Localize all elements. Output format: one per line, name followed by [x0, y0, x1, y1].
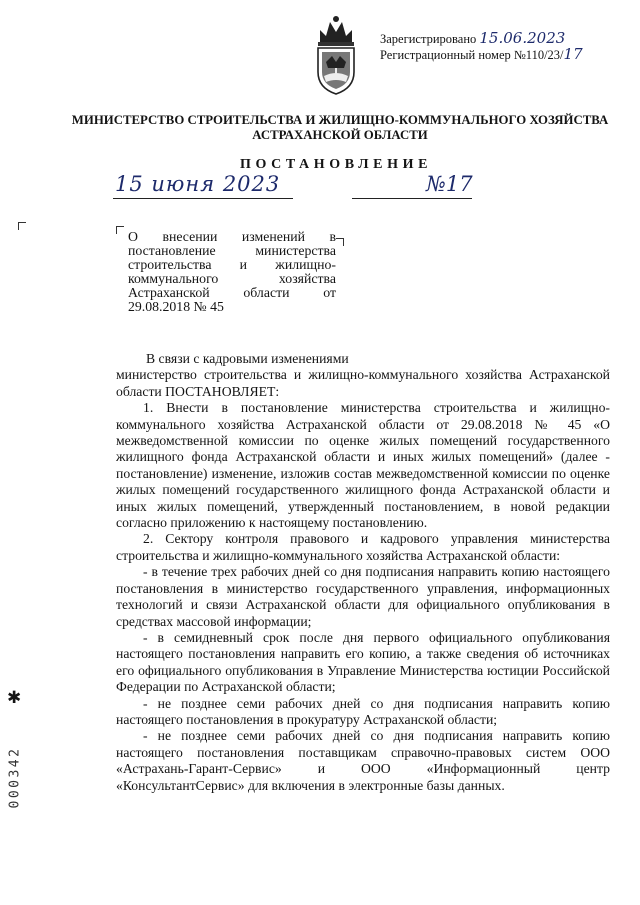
intro-continuation: министерство строительства и жилищно-коммунального хозяйства Астраханской области ПОСТАНОВЛЯЕТ: [116, 367, 610, 399]
item-2-paragraph: 2. Сектору контроля правового и кадрового управления министерства строительства и жилищно-коммунального хозяйства Астраханской области: [116, 531, 610, 563]
document-body [116, 351, 610, 794]
registration-number-line [380, 46, 583, 63]
subject-line: О внесении изменений в [128, 229, 336, 244]
subject-line: Астраханской области от [128, 285, 336, 300]
subitem-paragraph: - не позднее семи рабочих дней со дня подписания направить копию настоящего постановления поставщикам справочно-правовых систем ООО «Астрахань-Гарант-Сервис» и ООО «Информационный центр «КонсультантСервис» для включения в электронные базы данных. [116, 728, 610, 793]
subitem-paragraph: - в семидневный срок после дня первого официального опубликования настоящего постановления направить его копию, а также сведения об источниках его официального опубликования в Управление Министерства юстиции Российской Федерации по Астраханской области; [116, 629, 610, 695]
registered-label: Зарегистрировано [380, 32, 477, 46]
registration-line [380, 30, 565, 47]
registered-date: 15.06.2023 [479, 29, 566, 47]
serial-number-text: 000342 [7, 746, 23, 809]
coat-of-arms-emblem [308, 12, 364, 96]
document-subject [128, 230, 336, 314]
subitem-paragraph: - не позднее семи рабочих дней со дня подписания направить копию настоящего постановления в прокуратуру Астраханской области; [116, 695, 610, 727]
subject-line: постановление министерства [128, 243, 336, 258]
bracket-top-left [116, 226, 124, 234]
corner-mark-left [18, 222, 26, 230]
handwritten-number: №17 [426, 172, 473, 196]
document-type-title: ПОСТАНОВЛЕНИЕ [239, 157, 433, 172]
date-line [113, 170, 293, 199]
registration-number-suffix: 17 [563, 45, 583, 63]
subject-line: 29.08.2018 № 45 [128, 299, 224, 314]
registration-number-label: Регистрационный номер №110/23/ [380, 48, 564, 62]
ministry-name-line2: АСТРАХАНСКОЙ ОБЛАСТИ [252, 128, 428, 142]
ministry-name-line1: МИНИСТЕРСТВО СТРОИТЕЛЬСТВА И ЖИЛИЩНО-КОММУНАЛЬНОГО ХОЗЯЙСТВА [71, 113, 609, 127]
intro-paragraph: В связи с кадровыми изменениями [146, 351, 349, 366]
side-serial-number [4, 720, 24, 810]
subitem-paragraph: - в течение трех рабочих дней со дня подписания направить копию настоящего постановления в министерство государственного управления, информационных технологий и связи Астраханской области для официального опубликования в средствах массовой информации; [116, 564, 610, 629]
subject-line: строительства и жилищно- [128, 257, 336, 272]
bracket-top-right [336, 238, 344, 246]
handwritten-date: 15 июня 2023 [115, 172, 281, 196]
subject-line: коммунального хозяйства [128, 271, 336, 286]
item-1-paragraph: 1. Внести в постановление министерства строительства и жилищно-коммунального хозяйства Астраханской области от 29.08.2018 № 45 «О межведомственной комиссии по оценке жилых помещений государственного жилищного фонда Астраханской области и иных жилых помещений» (далее - постановление) изменение, изложив состав межведомственной комиссии по оценке жилых помещений государственного жилищного фонда Астраханской области и иных жилых помещений, утвержденный постановлением, в новой редакции согласно приложению к настоящему постановлению. [116, 400, 610, 531]
number-line [352, 170, 472, 199]
side-asterisk-mark: ✱ [7, 688, 22, 707]
